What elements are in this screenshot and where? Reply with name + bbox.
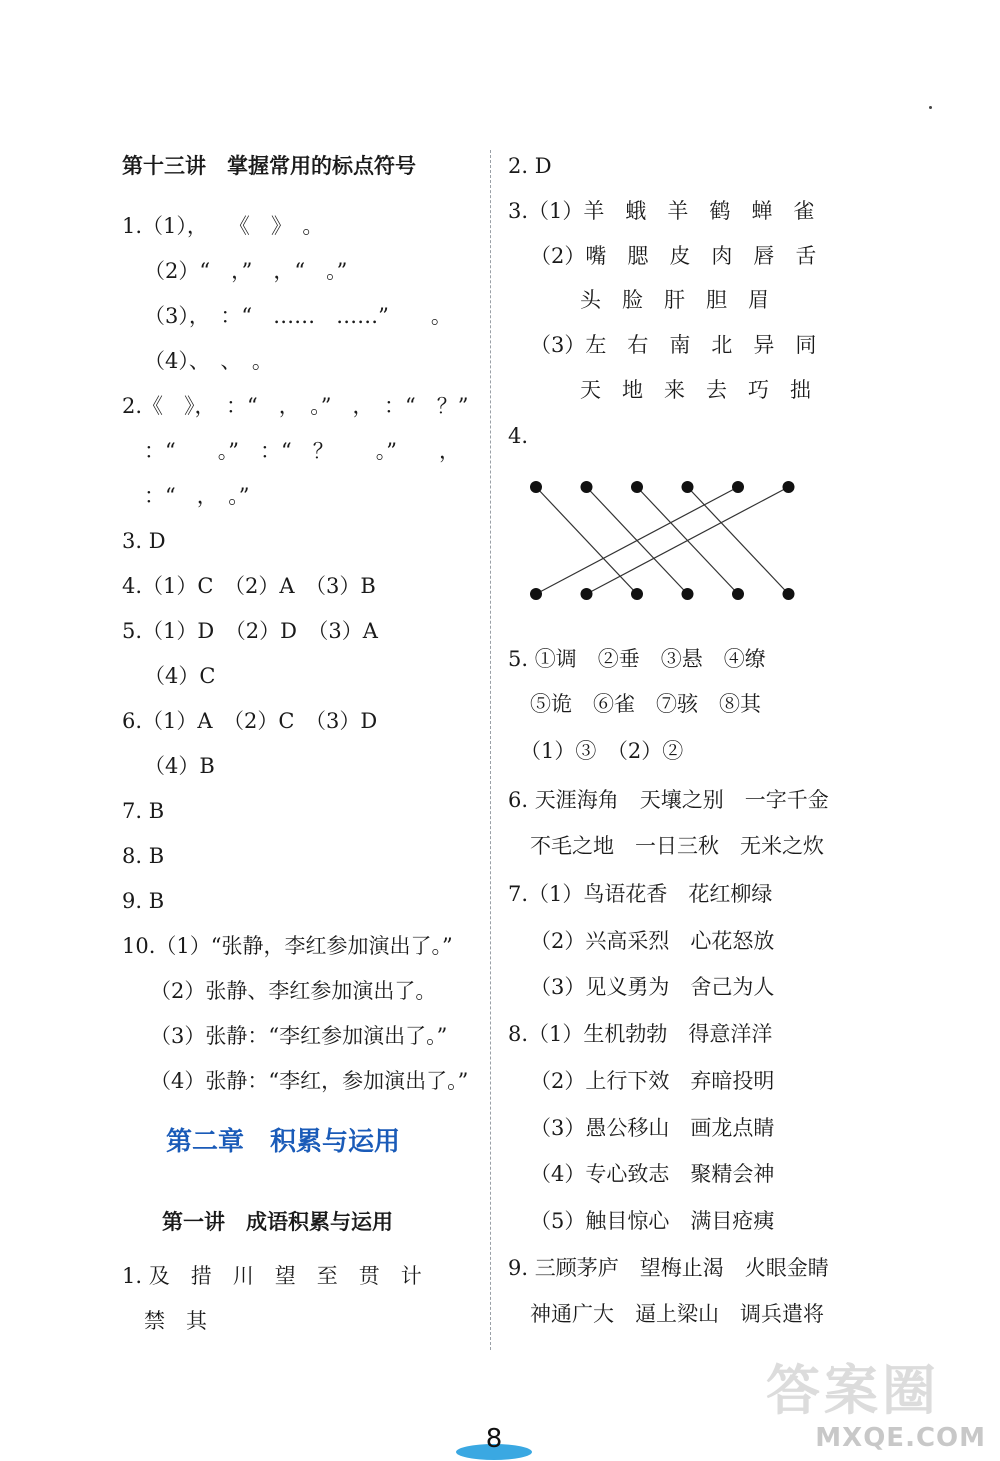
right-answer-line: （2）兴高采烈 心花怒放 — [530, 929, 775, 953]
left-answer-line: （4）C — [144, 664, 216, 688]
stray-dot — [929, 106, 932, 109]
watermark-url: MXQE.COM — [815, 1423, 986, 1453]
right-answer-line: 7.（1）鸟语花香 花红柳绿 — [508, 882, 773, 906]
column-divider — [490, 150, 491, 1350]
page-number-badge — [456, 1424, 532, 1460]
left-answer-line: ：“ 。” ：“ ？ 。” ， — [144, 439, 460, 463]
left-answer-line: 10.（1）“张静，李红参加演出了。” — [122, 934, 453, 958]
left-answer-line: 第二章 积累与运用 — [166, 1127, 401, 1157]
bottom-dot — [530, 588, 542, 600]
right-answer-line: （4）专心致志 聚精会神 — [530, 1162, 775, 1186]
page-number: 8 — [485, 1424, 503, 1454]
left-answer-line: （4）B — [144, 754, 215, 778]
top-dot — [783, 481, 795, 493]
left-answer-line: 第十三讲 掌握常用的标点符号 — [122, 154, 416, 178]
left-answer-line: （4）张静：“李红，参加演出了。” — [150, 1069, 469, 1093]
connection-line — [536, 487, 738, 594]
left-answer-line: 6.（1）A （2）C （3）D — [122, 709, 378, 733]
left-answer-line: 2.《 》， ：“ ， 。” ， ：“ ？” — [122, 394, 469, 418]
bottom-dot — [682, 588, 694, 600]
right-answer-line: （3）愚公移山 画龙点睛 — [530, 1116, 775, 1140]
right-answer-line: （3）左 右 南 北 异 同 — [530, 333, 817, 357]
left-answer-line: （2）张静、李红参加演出了。 — [150, 979, 437, 1003]
right-answer-line: 天 地 来 去 巧 拙 — [580, 378, 811, 402]
right-answer-line: 4. — [508, 424, 529, 448]
right-answer-line: （3）见义勇为 舍己为人 — [530, 975, 775, 999]
right-answer-line: 6. 天涯海角 天壤之别 一字千金 — [508, 788, 829, 812]
bottom-dot — [783, 588, 795, 600]
right-answer-line: 3.（1）羊 蛾 羊 鹤 蝉 雀 — [508, 199, 815, 223]
top-dot — [530, 481, 542, 493]
left-answer-line: ：“ ， 。” — [144, 484, 250, 508]
top-dot — [682, 481, 694, 493]
connection-line — [688, 487, 789, 594]
right-answer-line: 不毛之地 一日三秋 无米之炊 — [530, 834, 824, 858]
left-answer-line: 第一讲 成语积累与运用 — [162, 1210, 393, 1234]
top-dot — [631, 481, 643, 493]
right-answer-line: 5. ①调 ②垂 ③悬 ④缭 — [508, 647, 766, 671]
watermark-logo: 答案圈 — [766, 1359, 940, 1422]
left-answer-line: 4.（1）C （2）A （3）B — [122, 574, 376, 598]
left-answer-line: 9. B — [122, 889, 165, 913]
right-answer-line: 2. D — [508, 154, 552, 178]
left-answer-line: 1.（1）， 《 》 。 — [122, 214, 324, 238]
right-answer-line: ⑤诡 ⑥雀 ⑦骇 ⑧其 — [530, 692, 761, 716]
right-answer-line: （1）③ （2）② — [520, 739, 684, 763]
right-answer-line: （2）嘴 腮 皮 肉 唇 舌 — [530, 244, 817, 268]
right-answer-line: （5）触目惊心 满目疮痍 — [530, 1209, 775, 1233]
top-dot — [732, 481, 744, 493]
left-answer-line: （2）“ ，” ，“ 。” — [144, 259, 348, 283]
bottom-dot — [631, 588, 643, 600]
right-answer-line: 头 脸 肝 胆 眉 — [580, 288, 769, 312]
right-answer-line: （2）上行下效 弃暗投明 — [530, 1069, 775, 1093]
left-answer-line: 7. B — [122, 799, 165, 823]
right-answer-line: 9. 三顾茅庐 望梅止渴 火眼金睛 — [508, 1256, 829, 1280]
bottom-dot — [732, 588, 744, 600]
top-dot — [581, 481, 593, 493]
left-answer-line: （3）张静：“李红参加演出了。” — [150, 1024, 448, 1048]
right-answer-line: 神通广大 逼上梁山 调兵遣将 — [530, 1302, 824, 1326]
bottom-dot — [581, 588, 593, 600]
connection-line — [587, 487, 789, 594]
left-answer-line: （3）， ：“ …… ……” 。 — [144, 304, 452, 328]
left-answer-line: 5.（1）D （2）D （3）A — [122, 619, 378, 643]
left-answer-line: （4）、 、 。 — [144, 349, 273, 373]
left-answer-line: 8. B — [122, 844, 165, 868]
right-answer-line: 8.（1）生机勃勃 得意洋洋 — [508, 1022, 773, 1046]
matching-diagram — [520, 470, 810, 610]
left-answer-line: 3. D — [122, 529, 166, 553]
connection-line — [536, 487, 637, 594]
left-answer-line: 禁 其 — [144, 1309, 207, 1333]
left-answer-line: 1. 及 措 川 望 至 贯 计 — [122, 1264, 422, 1288]
